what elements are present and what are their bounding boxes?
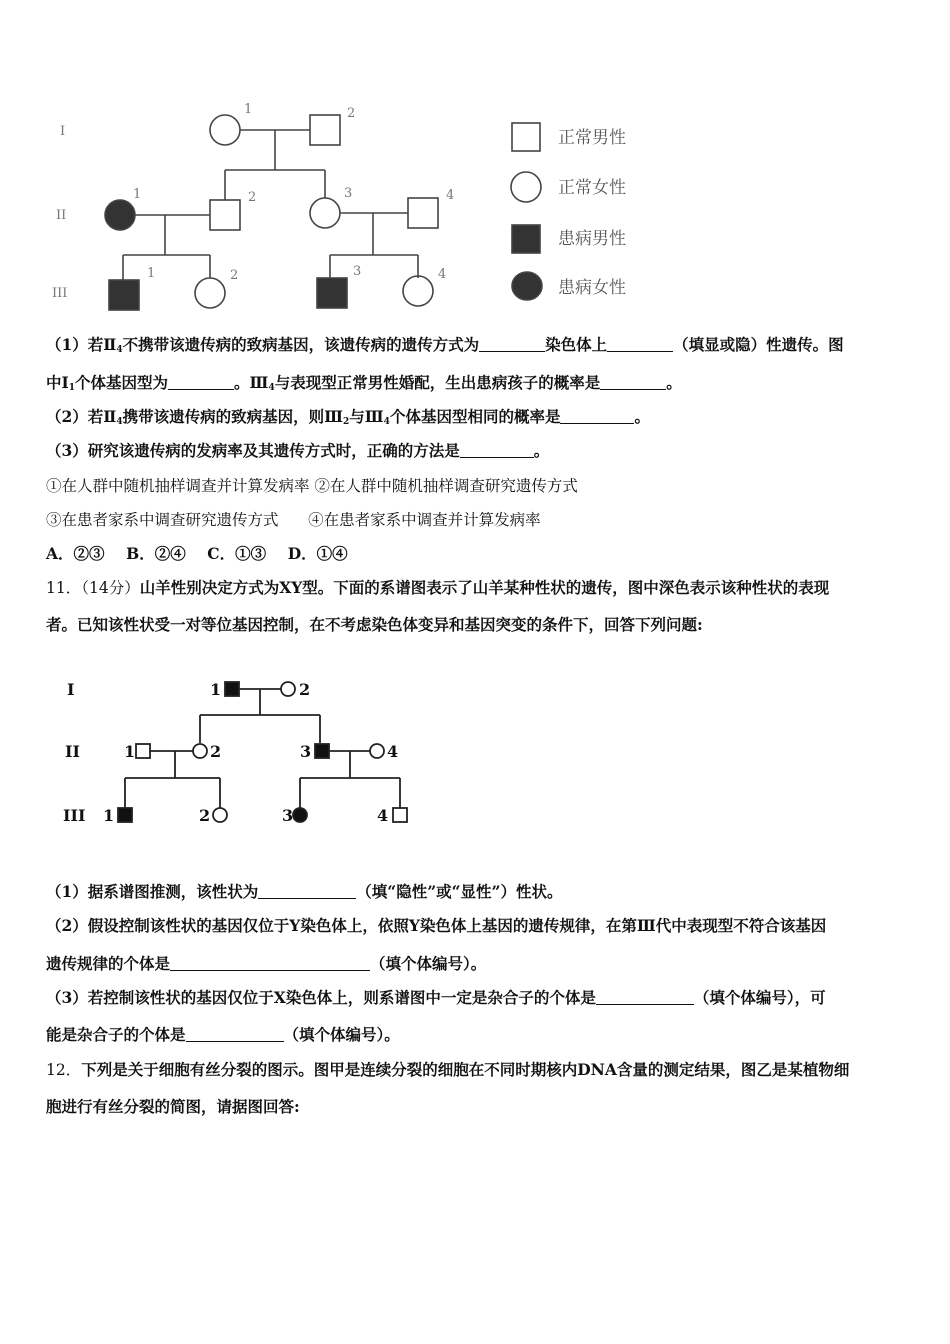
p2-gen-label-III: III xyxy=(63,806,86,825)
p2-gen3-male-1-affected xyxy=(118,808,132,822)
q10-part1-line1: （1）若$Ⅱ_4$不携带该遗传病的致病基因，该遗传病的遗传方式为 染色体上 （填显或隐）性遗传。图 xyxy=(46,335,844,355)
q10-part1-line2: 中$Ⅰ_1$个体基因型为 。$Ⅲ_4$与表现型正常男性婚配，生出患病孩子的概率是 。 xyxy=(46,373,682,393)
p2-label-III4: 4 xyxy=(377,806,389,825)
answer-blank[interactable] xyxy=(600,375,666,390)
gen2-male-4 xyxy=(408,198,438,228)
q12-line1: 12．下列是关于细胞有丝分裂的图示。图甲是连续分裂的细胞在不同时期核内DNA含量的测定结果，图乙是某植物细 xyxy=(46,1060,850,1079)
label-III2: 2 xyxy=(230,268,239,283)
p2-gen1-female-2 xyxy=(281,682,295,696)
p2-gen-label-I: I xyxy=(67,680,75,699)
label-III1: 1 xyxy=(147,266,156,281)
q11-intro-line1: 11．（14分）山羊性别决定方式为XY型。下面的系谱图表示了山羊某种性状的遗传，图中深色表示该种性状的表现 xyxy=(46,578,830,597)
label-II3: 3 xyxy=(344,186,353,201)
legend-normal-male-icon xyxy=(512,123,540,151)
p2-label-II3: 3 xyxy=(300,742,312,761)
gen-label-II: II xyxy=(56,208,67,223)
label-III3: 3 xyxy=(353,264,362,279)
p2-gen1-male-1-affected xyxy=(225,682,239,696)
gen2-female-1-affected xyxy=(105,200,135,230)
pedigree-chart-1 xyxy=(40,95,660,320)
gen3-female-4 xyxy=(403,276,433,306)
q11-sub3-line1: （3）若控制该性状的基因仅位于X染色体上，则系谱图中一定是杂合子的个体是 （填个体编号），可 xyxy=(46,988,826,1007)
p2-gen2-female-4 xyxy=(370,744,384,758)
p2-label-I1: 1 xyxy=(210,680,222,699)
p2-label-I2: 2 xyxy=(299,680,311,699)
answer-blank[interactable] xyxy=(460,443,534,458)
p2-label-III1: 1 xyxy=(103,806,115,825)
label-II1: 1 xyxy=(133,187,142,202)
p2-gen-label-II: II xyxy=(65,742,80,761)
label-III4: 4 xyxy=(438,267,447,282)
q11-sub2-line2: 遗传规律的个体是 （填个体编号）。 xyxy=(46,954,487,973)
label-I2: 2 xyxy=(347,106,356,121)
q10-part2: （2）若$Ⅱ_4$携带该遗传病的致病基因，则$Ⅲ_2$与$Ⅲ_4$个体基因型相同的概率是 。 xyxy=(46,407,650,427)
gen-label-III: III xyxy=(52,286,68,301)
q10-option-line2: ③在患者家系中调查研究遗传方式 ④在患者家系中调查并计算发病率 xyxy=(46,511,541,529)
label-II4: 4 xyxy=(446,188,455,203)
legend-affected-female: 患病女性 xyxy=(558,278,626,298)
p2-gen3-female-3-affected xyxy=(293,808,307,822)
gen-label-I: I xyxy=(60,124,66,139)
gen3-male-1-affected xyxy=(109,280,139,310)
p2-label-II1: 1 xyxy=(124,742,136,761)
legend-normal-female-icon xyxy=(511,172,541,202)
legend-normal-female: 正常女性 xyxy=(558,178,626,198)
answer-blank[interactable] xyxy=(170,956,370,971)
p2-label-II2: 2 xyxy=(210,742,222,761)
gen2-male-2 xyxy=(210,200,240,230)
p2-label-III2: 2 xyxy=(199,806,211,825)
legend-affected-male: 患病男性 xyxy=(558,229,626,249)
p2-gen3-male-4 xyxy=(393,808,407,822)
answer-blank[interactable] xyxy=(607,337,673,352)
p2-gen2-male-3-affected xyxy=(315,744,329,758)
p2-gen2-male-1 xyxy=(136,744,150,758)
gen1-female-1 xyxy=(210,115,240,145)
q11-sub2-line1: （2）假设控制该性状的基因仅位于Y染色体上，依照Y染色体上基因的遗传规律，在第Ⅲ代中表现型不符合该基因 xyxy=(46,916,827,935)
gen3-male-3-affected xyxy=(317,278,347,308)
answer-blank[interactable] xyxy=(479,337,545,352)
gen2-female-3 xyxy=(310,198,340,228)
answer-blank[interactable] xyxy=(186,1027,284,1042)
legend-affected-female-icon xyxy=(512,272,542,300)
q10-choices: A．②③ B．②④ C．①③ D．①④ xyxy=(46,544,348,563)
label-II2: 2 xyxy=(248,190,257,205)
q11-sub3-line2: 能是杂合子的个体是 （填个体编号）。 xyxy=(46,1025,400,1044)
answer-blank[interactable] xyxy=(560,409,634,424)
answer-blank[interactable] xyxy=(168,375,234,390)
p2-label-III3: 3 xyxy=(282,806,294,825)
p2-gen2-female-2 xyxy=(193,744,207,758)
q11-sub1: （1）据系谱图推测，该性状为 （填“隐性”或“显性”）性状。 xyxy=(46,882,563,901)
p2-gen3-female-2 xyxy=(213,808,227,822)
p2-label-II4: 4 xyxy=(387,742,399,761)
answer-blank[interactable] xyxy=(258,884,356,899)
q12-line2: 胞进行有丝分裂的简图，请据图回答: xyxy=(46,1097,300,1116)
legend-affected-male-icon xyxy=(512,225,540,253)
q10-part3: （3）研究该遗传病的发病率及其遗传方式时，正确的方法是 。 xyxy=(46,441,550,460)
gen1-male-2 xyxy=(310,115,340,145)
gen3-female-2 xyxy=(195,278,225,308)
answer-blank[interactable] xyxy=(596,990,694,1005)
legend-normal-male: 正常男性 xyxy=(558,128,626,148)
q11-intro-line2: 者。已知该性状受一对等位基因控制，在不考虑染色体变异和基因突变的条件下，回答下列问题: xyxy=(46,615,703,634)
pedigree-chart-2 xyxy=(55,670,435,840)
q10-option-line1: ①在人群中随机抽样调查并计算发病率 ②在人群中随机抽样调查研究遗传方式 xyxy=(46,477,578,495)
label-I1: 1 xyxy=(244,102,253,117)
